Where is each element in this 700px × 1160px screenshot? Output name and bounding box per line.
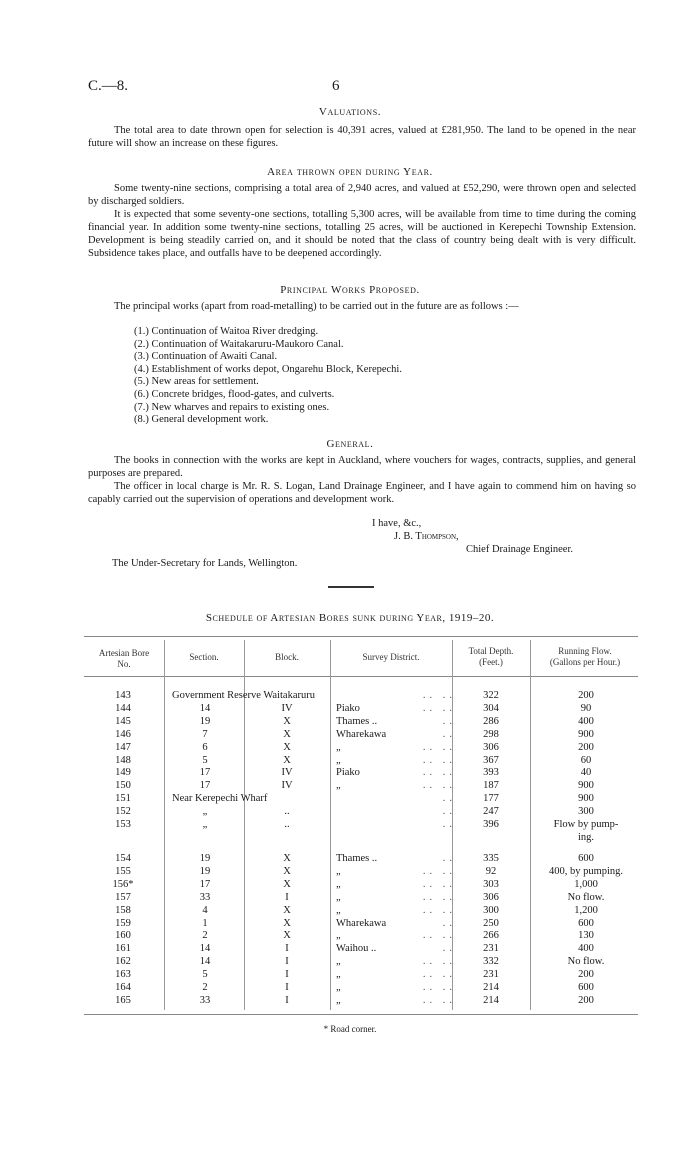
cell-bore-no: 150	[115, 780, 131, 792]
cell-total-depth: 322	[483, 690, 499, 701]
cell-section: 19	[199, 853, 211, 864]
cell-survey-district: „	[336, 994, 341, 1006]
cell-total-depth: 250	[483, 917, 499, 929]
cell-leader-dots: .. ..	[422, 702, 456, 714]
cell-bore-no: 154	[115, 853, 131, 864]
cell-block: X	[283, 728, 291, 740]
cell-section: 5	[202, 969, 208, 981]
cell-survey-district: Waihou ..	[336, 943, 377, 955]
cell-survey-district: „	[336, 956, 341, 968]
page-number: 6	[332, 78, 340, 94]
area-heading: Area thrown open during Year.	[267, 166, 433, 178]
cell-leader-dots: .. ..	[422, 982, 456, 993]
cell-survey-district: „	[336, 780, 341, 792]
cell-total-depth: 247	[483, 806, 499, 818]
cell-total-depth: 300	[483, 904, 499, 916]
cell-section: 33	[199, 891, 211, 903]
cell-bore-no: 146	[115, 728, 131, 740]
cell-location: Government Reserve Waitakaruru	[172, 690, 315, 701]
cell-running-flow: 1,200	[574, 904, 598, 916]
cell-block: X	[283, 917, 291, 929]
cell-survey-district: „	[336, 969, 341, 981]
cell-running-flow: 300	[578, 806, 594, 818]
signature-name: J. B. Thompson,	[394, 531, 459, 542]
cell-survey-district: „	[336, 930, 341, 942]
cell-leader-dots: ..	[442, 917, 456, 929]
cell-section: 17	[199, 780, 211, 792]
cell-leader-dots: .. ..	[422, 994, 456, 1006]
table-top-rule	[84, 636, 638, 637]
cell-block: X	[283, 865, 291, 877]
header-block: Block.	[275, 652, 299, 662]
cell-total-depth: 187	[483, 780, 499, 792]
area-paragraph-2: It is expected that some seventy-one sections, totalling 5,300 acres, will be available from time to time during the coming financial year. In addition some twenty-nine sections, totalling 25 acres, will be auctioned in Kerepechi Township Extension. Development is being steadily carried on, and it should be noted that the class of country being dealt with is very difficult. Subsidence takes place, and outfalls have to be deepened accordingly.	[88, 209, 636, 259]
cell-block: X	[283, 741, 291, 753]
cell-leader-dots: .. ..	[422, 930, 456, 942]
cell-running-flow: 90	[580, 702, 592, 714]
table-bottom-rule	[84, 1014, 638, 1015]
cell-bore-no: 155	[115, 865, 131, 877]
cell-survey-district: Piako	[336, 767, 360, 779]
cell-running-flow: 200	[578, 741, 594, 753]
cell-leader-dots: ..	[442, 728, 456, 740]
list-item: (4.) Establishment of works depot, Ongarehu Block, Kerepechi.	[134, 363, 402, 375]
cell-running-flow: 600	[578, 853, 594, 864]
cell-survey-district: „	[336, 904, 341, 916]
cell-total-depth: 214	[483, 982, 499, 993]
cell-leader-dots: .. ..	[422, 904, 456, 916]
cell-survey-district: Thames ..	[336, 853, 378, 864]
valuations-paragraph: The total area to date thrown open for selection is 40,391 acres, valued at £281,950. The land to be opened in the near future will show an increase on these figures.	[88, 125, 636, 149]
cell-running-flow: Flow by pump-	[553, 819, 619, 830]
cell-section: 33	[199, 994, 211, 1006]
cell-bore-no: 145	[115, 715, 131, 727]
cell-leader-dots: .. ..	[422, 690, 456, 701]
cell-bore-no: 148	[115, 754, 131, 766]
column-divider	[330, 640, 331, 1010]
works-list	[134, 326, 402, 427]
cell-section: 17	[199, 878, 211, 890]
cell-total-depth: 396	[483, 819, 499, 830]
cell-bore-no: 147	[115, 741, 131, 753]
cell-leader-dots: ..	[442, 793, 456, 805]
cell-running-flow: 600	[578, 917, 594, 929]
cell-running-flow: 40	[580, 767, 592, 779]
cell-leader-dots: .. ..	[422, 865, 456, 877]
cell-leader-dots: .. ..	[422, 767, 456, 779]
cell-bore-no: 151	[115, 793, 131, 805]
cell-bore-no: 160	[115, 930, 131, 942]
cell-running-flow: 1,000	[574, 878, 598, 890]
general-heading: General.	[326, 438, 374, 450]
cell-section: 6	[202, 741, 208, 753]
header-flow: Running Flow. (Gallons per Hour.)	[549, 646, 621, 667]
cell-survey-district: „	[336, 982, 341, 993]
cell-block: I	[285, 969, 289, 981]
cell-block: I	[285, 994, 289, 1006]
cell-leader-dots: ..	[442, 715, 456, 727]
cell-leader-dots: .. ..	[422, 741, 456, 753]
cell-running-flow: 400	[578, 943, 594, 955]
cell-running-flow: 900	[578, 793, 594, 805]
cell-leader-dots: .. ..	[422, 969, 456, 981]
cell-block: I	[285, 891, 289, 903]
header-bore: Artesian Bore No.	[98, 648, 150, 669]
cell-bore-no: 161	[115, 943, 131, 955]
cell-block: IV	[281, 702, 293, 714]
cell-running-flow: No flow.	[567, 891, 605, 903]
cell-leader-dots: ..	[442, 806, 456, 818]
cell-running-flow: 900	[578, 780, 594, 792]
header-section: Section.	[189, 652, 219, 662]
cell-section: 4	[202, 904, 208, 916]
cell-survey-district: „	[336, 741, 341, 753]
cell-bore-no: 153	[115, 819, 131, 830]
cell-bore-no: 157	[115, 891, 131, 903]
cell-leader-dots: ..	[442, 819, 456, 830]
cell-bore-no: 162	[115, 956, 131, 968]
cell-bore-no: 158	[115, 904, 131, 916]
cell-running-flow: 200	[578, 994, 594, 1006]
cell-section: 19	[199, 865, 211, 877]
list-item: (2.) Continuation of Waitakaruru-Maukoro Canal.	[134, 338, 344, 350]
cell-section: „	[202, 819, 208, 830]
cell-running-flow: 400, by pumping.	[548, 865, 624, 877]
cell-bore-no: 165	[115, 994, 131, 1006]
cell-bore-no: 163	[115, 969, 131, 981]
cell-running-flow: 900	[578, 728, 594, 740]
cell-total-depth: 303	[483, 878, 499, 890]
section-divider	[328, 586, 374, 588]
header-depth: Total Depth. (Feet.)	[468, 646, 514, 667]
cell-total-depth: 393	[483, 767, 499, 779]
cell-running-flow: 130	[578, 930, 594, 942]
cell-survey-district: Wharekawa	[336, 917, 387, 929]
cell-section: 5	[202, 754, 208, 766]
cell-bore-no: 144	[115, 702, 131, 714]
cell-block: X	[283, 754, 291, 766]
cell-section: 14	[199, 956, 211, 968]
cell-leader-dots: ..	[442, 943, 456, 955]
cell-total-depth: 266	[483, 930, 499, 942]
cell-total-depth: 231	[483, 969, 499, 981]
cell-total-depth: 332	[483, 956, 499, 968]
cell-survey-district: „	[336, 878, 341, 890]
cell-total-depth: 304	[483, 702, 499, 714]
valuations-heading: Valuations.	[318, 106, 382, 118]
header-survey-district: Survey District.	[362, 652, 420, 662]
cell-total-depth: 335	[483, 853, 499, 864]
list-item: (8.) General development work.	[134, 414, 269, 426]
table-header-rule	[84, 676, 638, 677]
cell-total-depth: 177	[483, 793, 499, 805]
cell-survey-district: „	[336, 754, 341, 766]
cell-leader-dots: ..	[442, 853, 456, 864]
works-intro: The principal works (apart from road-metalling) to be carried out in the future are as follows :—	[114, 301, 519, 312]
cell-total-depth: 367	[483, 754, 499, 766]
cell-block: IV	[281, 767, 293, 779]
cell-running-flow: 400	[578, 715, 594, 727]
cell-block: I	[285, 982, 289, 993]
cell-total-depth: 214	[483, 994, 499, 1006]
works-heading: Principal Works Proposed.	[280, 284, 420, 296]
list-item: (6.) Concrete bridges, flood-gates, and culverts.	[134, 388, 335, 400]
cell-section: 1	[202, 917, 208, 929]
cell-block: X	[283, 715, 291, 727]
cell-block: X	[283, 904, 291, 916]
cell-location: Near Kerepechi Wharf	[172, 793, 268, 805]
cell-block: ..	[284, 806, 290, 818]
cell-total-depth: 298	[483, 728, 499, 740]
cell-total-depth: 92	[485, 865, 497, 877]
cell-bore-no: 164	[115, 982, 131, 993]
cell-total-depth: 306	[483, 741, 499, 753]
cell-total-depth: 306	[483, 891, 499, 903]
cell-block: ..	[284, 819, 290, 830]
cell-survey-district: „	[336, 865, 341, 877]
area-paragraph-1: Some twenty-nine sections, comprising a total area of 2,940 acres, and valued at £52,290, were thrown open and selected by discharged soldiers.	[88, 183, 636, 207]
cell-running-flow: 60	[580, 754, 592, 766]
cell-survey-district: Thames ..	[336, 715, 378, 727]
list-item: (1.) Continuation of Waitoa River dredging.	[134, 326, 319, 337]
cell-running-flow: No flow.	[567, 956, 605, 968]
cell-total-depth: 231	[483, 943, 499, 955]
column-divider	[530, 640, 531, 1010]
cell-survey-district: Piako	[336, 702, 360, 714]
list-item: (7.) New wharves and repairs to existing ones.	[134, 401, 330, 413]
cell-block: X	[283, 878, 291, 890]
list-item: (3.) Continuation of Awaiti Canal.	[134, 351, 278, 363]
table-title: Schedule of Artesian Bores sunk during Year, 1919–20.	[205, 612, 495, 624]
cell-block: X	[283, 930, 291, 942]
cell-bore-no: 149	[115, 767, 131, 779]
general-paragraph-1: The books in connection with the works are kept in Auckland, where vouchers for wages, contracts, supplies, and general purposes are prepared.	[88, 455, 636, 479]
list-item: (5.) New areas for settlement.	[134, 376, 259, 388]
column-divider	[164, 640, 165, 1010]
cell-running-flow: 200	[578, 969, 594, 981]
cell-section: 2	[202, 982, 208, 993]
cell-block: I	[285, 943, 289, 955]
cell-total-depth: 286	[483, 715, 499, 727]
cell-leader-dots: .. ..	[422, 956, 456, 968]
cell-leader-dots: .. ..	[422, 780, 456, 792]
cell-survey-district: „	[336, 891, 341, 903]
cell-survey-district: Wharekawa	[336, 728, 387, 740]
cell-block: IV	[281, 780, 293, 792]
cell-section: 17	[199, 767, 211, 779]
cell-section: „	[202, 806, 208, 818]
signature-closing: I have, &c.,	[372, 518, 422, 529]
report-code: C.—8.	[88, 78, 129, 94]
cell-section: 14	[199, 943, 211, 955]
cell-leader-dots: .. ..	[422, 878, 456, 890]
cell-running-flow: 200	[578, 690, 594, 701]
cell-bore-no: 159	[115, 917, 131, 929]
cell-block: X	[283, 853, 291, 864]
signature-role: Chief Drainage Engineer.	[466, 544, 573, 555]
cell-section: 7	[202, 728, 208, 740]
cell-running-flow-cont: ing.	[577, 832, 595, 843]
cell-leader-dots: .. ..	[422, 754, 456, 766]
cell-section: 19	[199, 715, 211, 727]
cell-block: I	[285, 956, 289, 968]
cell-leader-dots: .. ..	[422, 891, 456, 903]
general-paragraph-2: The officer in local charge is Mr. R. S. Logan, Land Drainage Engineer, and I have again to commend him on having so capably carried out the supervision of operations and development work.	[88, 481, 636, 505]
footnote: * Road corner.	[323, 1024, 377, 1034]
cell-section: 14	[199, 702, 211, 714]
cell-bore-no: 156*	[112, 878, 134, 890]
addressee: The Under-Secretary for Lands, Wellington.	[112, 558, 298, 569]
cell-bore-no: 143	[115, 690, 131, 701]
cell-bore-no: 152	[115, 806, 131, 818]
cell-section: 2	[202, 930, 208, 942]
cell-running-flow: 600	[578, 982, 594, 993]
